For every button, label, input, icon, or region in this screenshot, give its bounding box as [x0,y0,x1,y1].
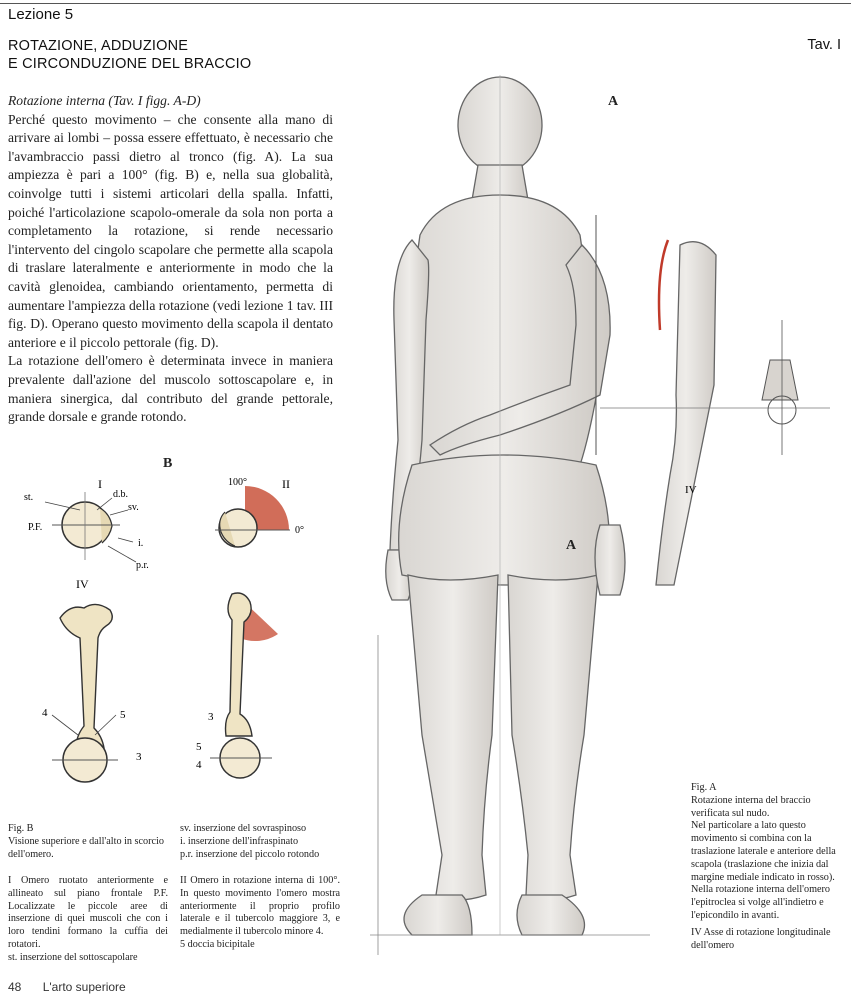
caption-fig-b-pr: p.r. inserzione del piccolo rotondo [180,848,320,860]
label-4-front: 4 [42,707,48,719]
label-pr: p.r. [136,560,149,571]
humerus-top-view-I [45,492,136,562]
elbow-rotation-diagram [762,320,798,455]
label-i: i. [138,538,144,549]
label-I: I [98,477,102,491]
caption-fig-b-st: st. inserzione del sottoscapolare [8,951,138,963]
label-sv: sv. [128,502,139,513]
humerus-rotation-II [215,486,290,547]
humerus-rotated [210,593,278,778]
label-5-front: 5 [120,709,126,721]
figure-a-label-top: A [608,94,619,109]
section-subtitle: Rotazione interna (Tav. I figg. A-D) [8,93,201,108]
caption-fig-a-detail: Nel particolare a lato questo movimento si combina con la traslazione laterale e anteriore della scapola (traslazione che inizia dal margine mediale indicato in rosso). [691,820,836,883]
lesson-label: Lezione 5 [8,6,74,23]
caption-fig-b-details [8,875,168,965]
caption-fig-a-title: Fig. A [691,782,717,793]
caption-fig-a-IV: IV Asse di rotazione longitudinale dell'omero [691,926,831,951]
caption-fig-b-desc: Visione superiore e dall'alto in scorcio dell'omero. [8,835,164,860]
figure-b-illustration [0,470,340,815]
label-0-deg: 0° [295,525,304,536]
body-text [8,92,333,427]
humerus-front-IV [52,604,118,782]
scapula-medial-margin [659,240,668,330]
label-4-rotated: 4 [196,759,202,771]
caption-fig-b-5: 5 doccia bicipitale [180,938,255,950]
page-footer [8,980,144,994]
figure-b-label: B [163,456,173,471]
label-IV: IV [76,577,89,591]
caption-fig-b-II: II Omero in rotazione interna di 100°. In questo movimento l'omero mostra anteriormente il proprio profilo laterale e il tubercolo maggiore 3, e medialmente il tubercolo minore 4. [180,875,340,938]
caption-fig-b-i: i. inserzione dell'infraspinato [180,835,299,847]
label-IV-arm: IV [685,484,697,496]
caption-fig-b-legend [180,823,340,861]
title-line-1: ROTAZIONE, ADDUZIONE [8,38,189,54]
label-5-rotated: 5 [196,741,202,753]
arm-detail-IV [595,242,716,595]
top-rule [0,3,851,4]
label-100-deg: 100° [228,477,247,488]
label-db: d.b. [113,489,128,500]
label-st: st. [24,492,34,503]
paragraph-1: Perché questo movimento – che consente alla mano di arrivare ai lombi – possa essere effettuato, è necessario che l'avambraccio passi dietro al tronco (fig. A). La sua ampiezza è pari a 100° (fig. B) e, nella sua globalità, coinvolge tutti i sistemi articolari della spalla. Infatti, poiché l'articolazione scapolo-omerale da sola non porta a completamento la rotazione, si rende necessario l'intervento del cingolo scapolare che permette alla scapola di traslare lateralmente e anteriormente in modo che la cavità glenoidea, cambiando orientamento, permetta di aumentare l'ampiezza della rotazione (vedi lezione 1 tav. III fig. D). Operano questo movimento della scapola il dentato anteriore e il piccolo pettorale (fig. D). [8,111,334,350]
label-II: II [282,477,290,491]
caption-fig-b-I: I Omero ruotato anteriormente e allineato sul piano frontale P.F. Localizzate le piccole aree di inserzione di quei muscoli che con i loro tendini formano la cuffia dei rotatori. [8,875,168,950]
paragraph-2: La rotazione dell'omero è determinata invece in maniera prevalente dall'azione del muscolo sottoscapolare e, in maniera sinergica, dal contributo del grande pettorale, grande dorsale e grande rotondo. [8,353,333,425]
caption-fig-b-sv: sv. inserzione del sovraspinoso [180,823,307,834]
page-number: 48 [8,980,22,994]
caption-fig-b-II-block [180,875,340,952]
page-title [8,37,251,73]
standing-figure-back-view [386,77,610,935]
caption-fig-b-title: Fig. B [8,823,34,834]
figure-a-label-side: A [566,538,577,553]
caption-fig-a-desc: Rotazione interna del braccio verificata sul nudo. [691,794,811,819]
plate-label: Tav. I [807,37,841,53]
label-3-rotated: 3 [208,711,214,723]
title-line-2: E CIRCONDUZIONE DEL BRACCIO [8,56,252,72]
caption-fig-b [8,823,168,861]
caption-fig-a-rotation: Nella rotazione interna dell'omero l'epitroclea si volge all'indietro e l'epicondilo in avanti. [691,884,831,921]
book-section: L'arto superiore [42,980,126,994]
label-3-front: 3 [136,751,142,763]
caption-fig-a [691,782,846,952]
label-PF: P.F. [28,522,43,533]
